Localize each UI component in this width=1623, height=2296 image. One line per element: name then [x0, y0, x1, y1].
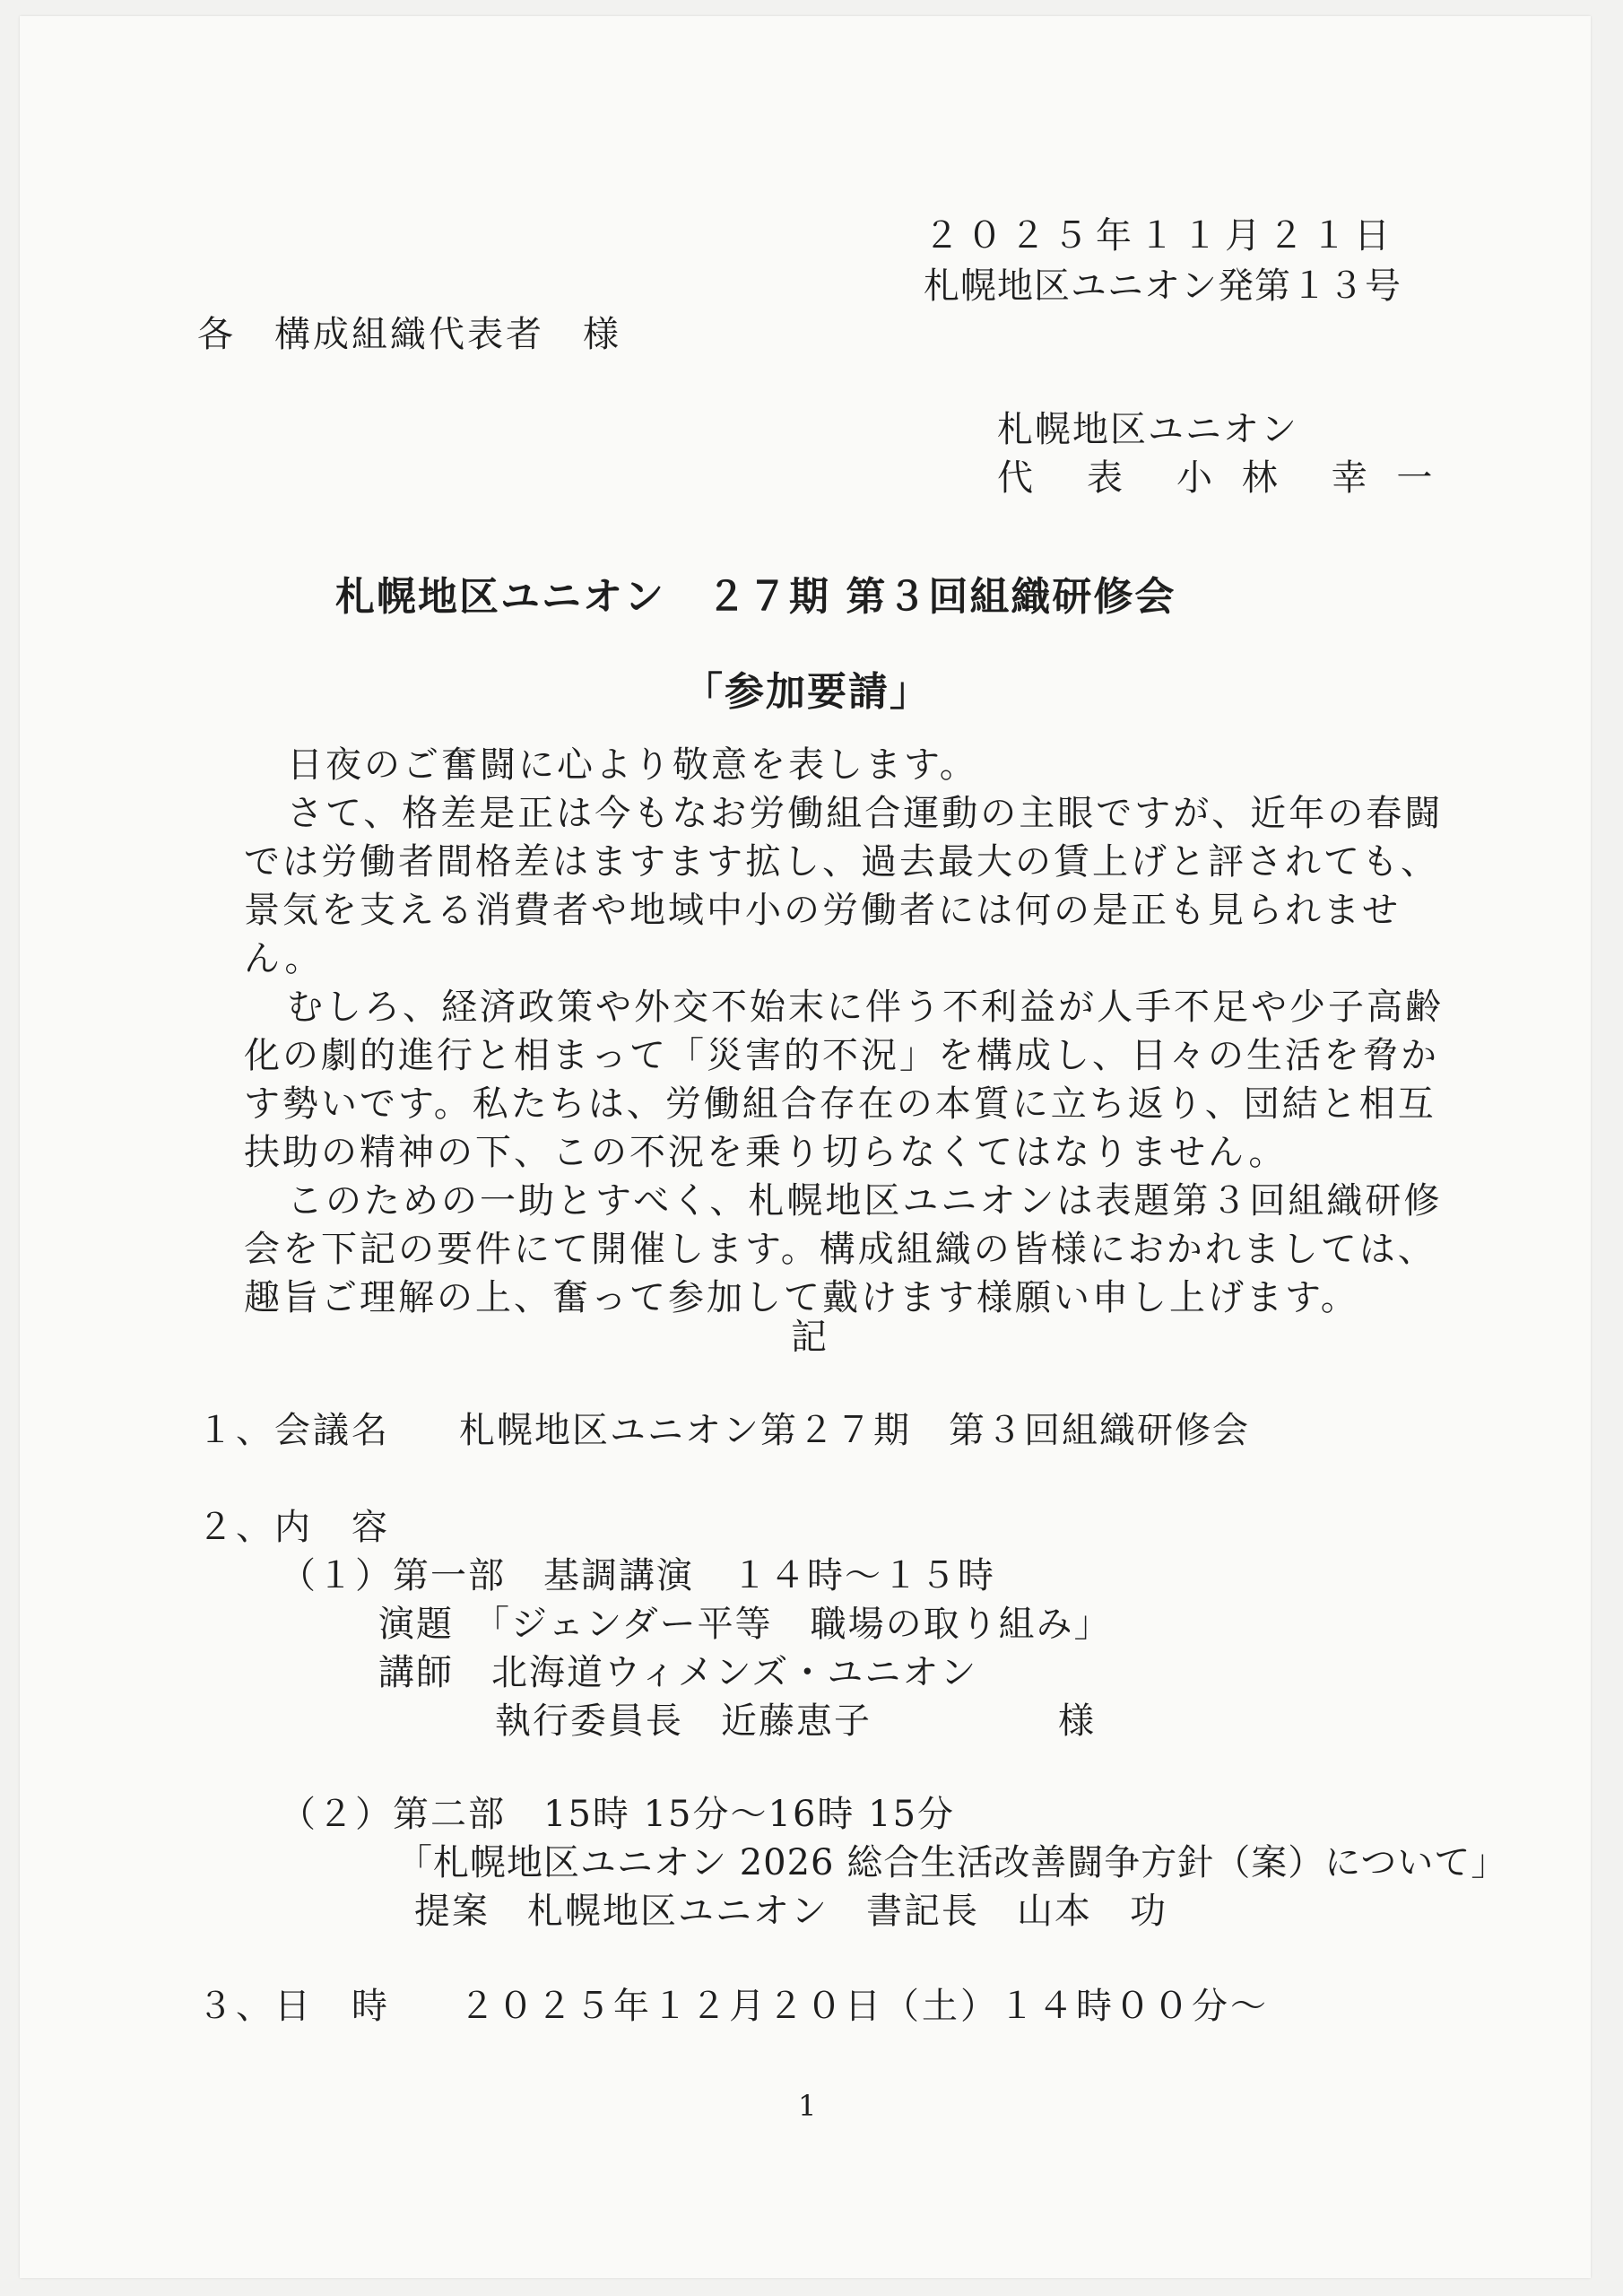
item2-part2-topic: 「札幌地区ユニオン 2026 総合生活改善闘争方針（案）について」	[396, 1842, 1508, 1883]
item2-part2-line: （２）第二部 15時 15分～16時 15分	[280, 1794, 956, 1835]
document-subtitle: 「参加要請」	[683, 669, 931, 715]
document-title: 札幌地区ユニオン ２７期 第３回組織研修会	[335, 574, 1176, 620]
item2-part1-theme: 演題 「ジェンダー平等 職場の取り組み」	[378, 1604, 1112, 1645]
sender-organization: 札幌地区ユニオン	[997, 409, 1298, 450]
item1-label: １、会議名	[197, 1410, 390, 1451]
body-text	[244, 741, 1445, 1322]
body-paragraph-situation: むしろ、経済政策や外交不始末に伴う不利益が人手不足や少子高齢化の劇的進行と相まって「災害的不況」を構成し、日々の生活を脅かす勢いです。私たちは、労働組合存在の本質に立ち返り、団結と相互扶助の精神の下、この不況を乗り切らなくてはなりません。	[244, 987, 1444, 1173]
page-number: 1	[798, 2089, 817, 2123]
item3-value: ２０２５年１２月２０日（土）１４時００分～	[459, 1986, 1269, 2027]
addressee: 各 構成組織代表者 様	[197, 314, 621, 355]
body-paragraph-request: このための一助とすべく、札幌地区ユニオンは表題第３回組織研修会を下記の要件にて開催します。構成組織の皆様におかれましては、趣旨ご理解の上、奮って参加して戴けます様願い申し上げます。	[244, 1180, 1443, 1318]
body-paragraph-background: さて、格差是正は今もなお労働組合運動の主眼ですが、近年の春闘では労働者間格差はますます拡し、過去最大の賃上げと評されても、景気を支える消費者や地域中小の労働者には何の是正も見られません。	[244, 793, 1444, 979]
ki-marker: 記	[791, 1317, 827, 1358]
body-paragraph-greeting: 日夜のご奮闘に心より敬意を表します。	[287, 744, 978, 786]
issue-date: ２０２５年１１月２１日	[924, 215, 1397, 257]
item1-value: 札幌地区ユニオン第２７期 第３回組織研修会	[459, 1410, 1250, 1451]
item3-label: ３、日 時	[197, 1986, 390, 2027]
item2-label: ２、内 容	[197, 1507, 390, 1548]
item2-part1-lecturer: 講師 北海道ウィメンズ・ユニオン	[378, 1652, 978, 1693]
document-number: 札幌地区ユニオン発第１３号	[924, 265, 1402, 307]
item2-part1-lecturer-title: 執行委員長 近藤恵子	[495, 1700, 872, 1742]
sender-representative: 代 表 小 林 幸 一	[997, 457, 1442, 499]
item2-part2-proposer: 提案 札幌地区ユニオン 書記長 山本 功	[414, 1891, 1167, 1932]
item2-part1-line: （１）第一部 基調講演 １４時～１５時	[280, 1555, 995, 1596]
document-page	[20, 16, 1591, 2278]
item2-part1-honorific: 様	[1058, 1700, 1094, 1742]
